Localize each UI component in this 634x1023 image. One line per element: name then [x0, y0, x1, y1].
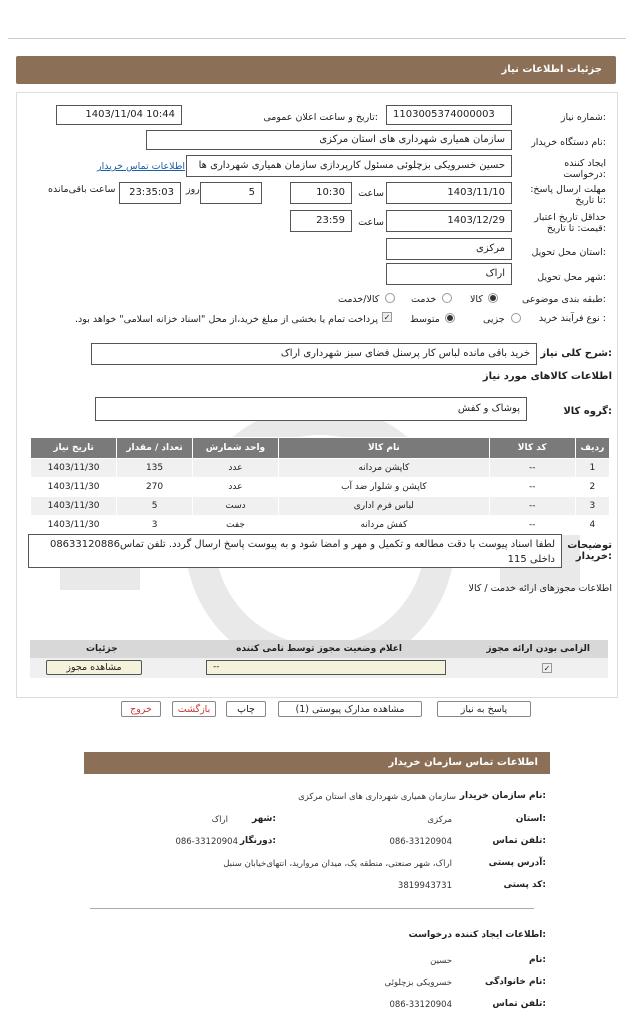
- category-service-radio[interactable]: [442, 293, 452, 303]
- creator-info-title: اطلاعات ایجاد کننده درخواست:: [408, 930, 546, 940]
- process-label: نوع فرآیند خرید :: [538, 313, 606, 324]
- permit-col-required: الزامی بودن ارائه مجوز: [486, 644, 590, 654]
- cell-code: --: [489, 459, 575, 478]
- city-field: اراک: [386, 263, 512, 285]
- permit-required-checkbox: ✓: [543, 664, 551, 673]
- contact-city-value: اراک: [211, 815, 228, 825]
- goods-info-title: اطلاعات کالاهای مورد نیاز: [482, 371, 612, 382]
- contact-postal-label: کد پستی:: [503, 880, 546, 890]
- contact-address-label: آدرس پستی:: [488, 858, 546, 868]
- permits-row: [30, 658, 608, 678]
- permits-header-row: [30, 640, 608, 658]
- payment-checkbox[interactable]: ✓: [383, 313, 391, 322]
- permit-status-field: --: [206, 660, 446, 675]
- contact-fax-value: 086-33120904: [175, 837, 238, 847]
- category-goods-label: کالا: [470, 294, 483, 305]
- cell-qty: 5: [117, 497, 193, 516]
- summary-label: شرح کلی نیاز:: [540, 348, 612, 359]
- cell-date: 1403/11/30: [31, 516, 117, 535]
- province-label: استان محل تحویل:: [531, 247, 606, 258]
- need-number-label: شماره نیاز:: [560, 112, 606, 123]
- cell-row: 4: [575, 516, 609, 535]
- page-title: جزئیات اطلاعات نیاز: [501, 64, 602, 75]
- cell-code: --: [489, 478, 575, 497]
- validity-time-label: ساعت: [358, 217, 384, 228]
- contact-address-value: اراک، شهر صنعتی، منطقه یک، میدان مروارید، انتهای‌خیابان سنبل: [223, 859, 452, 869]
- cell-name: کاپشن و شلوار ضد آب: [279, 478, 490, 497]
- category-goods-radio[interactable]: [488, 293, 498, 303]
- col-code: کد کالا: [489, 438, 575, 459]
- announce-field: 1403/11/04 10:44: [56, 105, 182, 125]
- category-both-radio[interactable]: [385, 293, 395, 303]
- summary-field: خرید باقی مانده لباس کار پرسنل فضای سبز شهرداری اراک: [91, 343, 537, 365]
- cell-unit: عدد: [192, 459, 278, 478]
- validity-date-field: 1403/12/29: [386, 210, 512, 232]
- creator-name-label: نام:: [529, 955, 546, 965]
- contact-phone-value: 086-33120904: [389, 837, 452, 847]
- cell-date: 1403/11/30: [31, 459, 117, 478]
- reply-button[interactable]: پاسخ به نیاز: [437, 701, 531, 717]
- goods-group-label: گروه کالا:: [563, 406, 612, 417]
- attachments-button[interactable]: مشاهده مدارک پیوستی (1): [278, 701, 422, 717]
- print-button[interactable]: چاپ: [226, 701, 266, 717]
- need-number-field: 1103005374000003: [386, 105, 512, 125]
- announce-label: تاریخ و ساعت اعلان عمومی:: [263, 112, 378, 123]
- cell-unit: دست: [192, 497, 278, 516]
- cell-date: 1403/11/30: [31, 497, 117, 516]
- deadline-label: مهلت ارسال پاسخ: تا تاریخ:: [530, 184, 606, 206]
- col-date: تاریخ نیاز: [31, 438, 117, 459]
- contact-province-value: مرکزی: [427, 815, 452, 825]
- cell-code: --: [489, 497, 575, 516]
- contact-city-label: شهر:: [252, 814, 276, 824]
- contact-org-label: نام سازمان خریدار:: [459, 791, 546, 801]
- process-partial-label: جزیی: [483, 314, 505, 325]
- items-table-header: [31, 438, 610, 459]
- province-field: مرکزی: [386, 238, 512, 260]
- deadline-time-field: 10:30: [290, 182, 352, 204]
- creator-label: ایجاد کننده درخواست:: [563, 158, 606, 180]
- cell-name: کاپشن مردانه: [279, 459, 490, 478]
- contact-postal-value: 3819943731: [397, 881, 452, 891]
- view-permit-button[interactable]: مشاهده مجوز: [46, 660, 142, 675]
- contact-org-value: سازمان همیاری شهرداری های استان مرکزی: [298, 792, 456, 802]
- buyer-org-label: نام دستگاه خریدار:: [531, 137, 606, 148]
- col-row: ردیف: [575, 438, 609, 459]
- contact-fax-label: دورنگار:: [239, 836, 276, 846]
- category-both-label: کالا/خدمت: [338, 294, 380, 305]
- validity-time-field: 23:59: [290, 210, 352, 232]
- contact-section-header: [84, 752, 550, 774]
- buyer-org-field: سازمان همیاری شهرداری های استان مرکزی: [146, 130, 512, 150]
- category-label: طبقه بندی موضوعی:: [521, 294, 606, 305]
- cell-row: 1: [575, 459, 609, 478]
- col-name: نام کالا: [279, 438, 490, 459]
- cell-code: --: [489, 516, 575, 535]
- cell-qty: 270: [117, 478, 193, 497]
- remaining-time-field: 23:35:03: [119, 182, 181, 204]
- cell-name: کفش مردانه: [279, 516, 490, 535]
- cell-unit: عدد: [192, 478, 278, 497]
- back-button[interactable]: بازگشت: [172, 701, 216, 717]
- deadline-date-field: 1403/11/10: [386, 182, 512, 204]
- cell-date: 1403/11/30: [31, 478, 117, 497]
- goods-group-field: پوشاک و کفش: [95, 397, 527, 421]
- permit-col-details: جزئیات: [86, 644, 118, 654]
- cell-name: لباس فرم اداری: [279, 497, 490, 516]
- exit-button[interactable]: خروج: [121, 701, 161, 717]
- creator-phone-label: تلفن تماس:: [492, 999, 546, 1009]
- cell-qty: 135: [117, 459, 193, 478]
- buyer-notes-label: توضیحات خریدار:: [567, 540, 612, 562]
- days-field: 5: [200, 182, 262, 204]
- creator-family-value: خسرویکی بزچلوئی: [384, 978, 452, 988]
- contact-phone-label: تلفن تماس:: [492, 836, 546, 846]
- creator-family-label: نام خانوادگی:: [484, 977, 546, 987]
- process-medium-label: متوسط: [410, 314, 440, 325]
- contact-divider: [90, 908, 534, 909]
- cell-row: 2: [575, 478, 609, 497]
- col-qty: تعداد / مقدار: [117, 438, 193, 459]
- process-medium-radio[interactable]: [445, 313, 455, 323]
- table-row: [31, 497, 610, 516]
- creator-field: حسین خسرویکی بزچلوئی مسئول کارپردازی سازمان همیاری شهرداری ها: [186, 155, 512, 177]
- table-row: [31, 459, 610, 478]
- cell-qty: 3: [117, 516, 193, 535]
- creator-name-value: حسین: [430, 956, 452, 966]
- validity-label: حداقل تاریخ اعتبار قیمت: تا تاریخ:: [534, 212, 606, 234]
- items-table: [30, 437, 610, 535]
- permit-col-status: اعلام وضعیت مجوز توسط نامی کننده: [236, 644, 402, 654]
- days-label: روز: [186, 184, 200, 195]
- top-divider: [8, 38, 626, 39]
- contact-province-label: استان:: [515, 814, 546, 824]
- creator-phone-value: 086-33120904: [389, 1000, 452, 1010]
- process-partial-radio[interactable]: [511, 313, 521, 323]
- table-row: [31, 516, 610, 535]
- deadline-time-label: ساعت: [358, 188, 384, 199]
- page-header: [16, 56, 616, 84]
- cell-row: 3: [575, 497, 609, 516]
- category-service-label: خدمت: [411, 294, 437, 305]
- cell-unit: جفت: [192, 516, 278, 535]
- buyer-contact-link[interactable]: اطلاعات تماس خریدار: [97, 161, 186, 172]
- permits-title: اطلاعات مجوزهای ارائه خدمت / کالا: [468, 583, 612, 594]
- remaining-label: ساعت باقی‌مانده: [48, 184, 116, 195]
- buyer-notes-field: لطفا اسناد پیوست با دقت مطالعه و تکمیل و مهر و امضا شود و به پیوست پاسخ ارسال گردد. تلفن تماس08633120886 داخلی 115: [28, 534, 562, 568]
- col-unit: واحد شمارش: [192, 438, 278, 459]
- city-label: شهر محل تحویل:: [537, 272, 606, 283]
- payment-note: پرداخت تمام یا بخشی از مبلغ خرید،از محل "اسناد خزانه اسلامی" خواهد بود.: [75, 314, 378, 325]
- table-row: [31, 478, 610, 497]
- contact-section-title: اطلاعات تماس سازمان خریدار: [388, 757, 538, 768]
